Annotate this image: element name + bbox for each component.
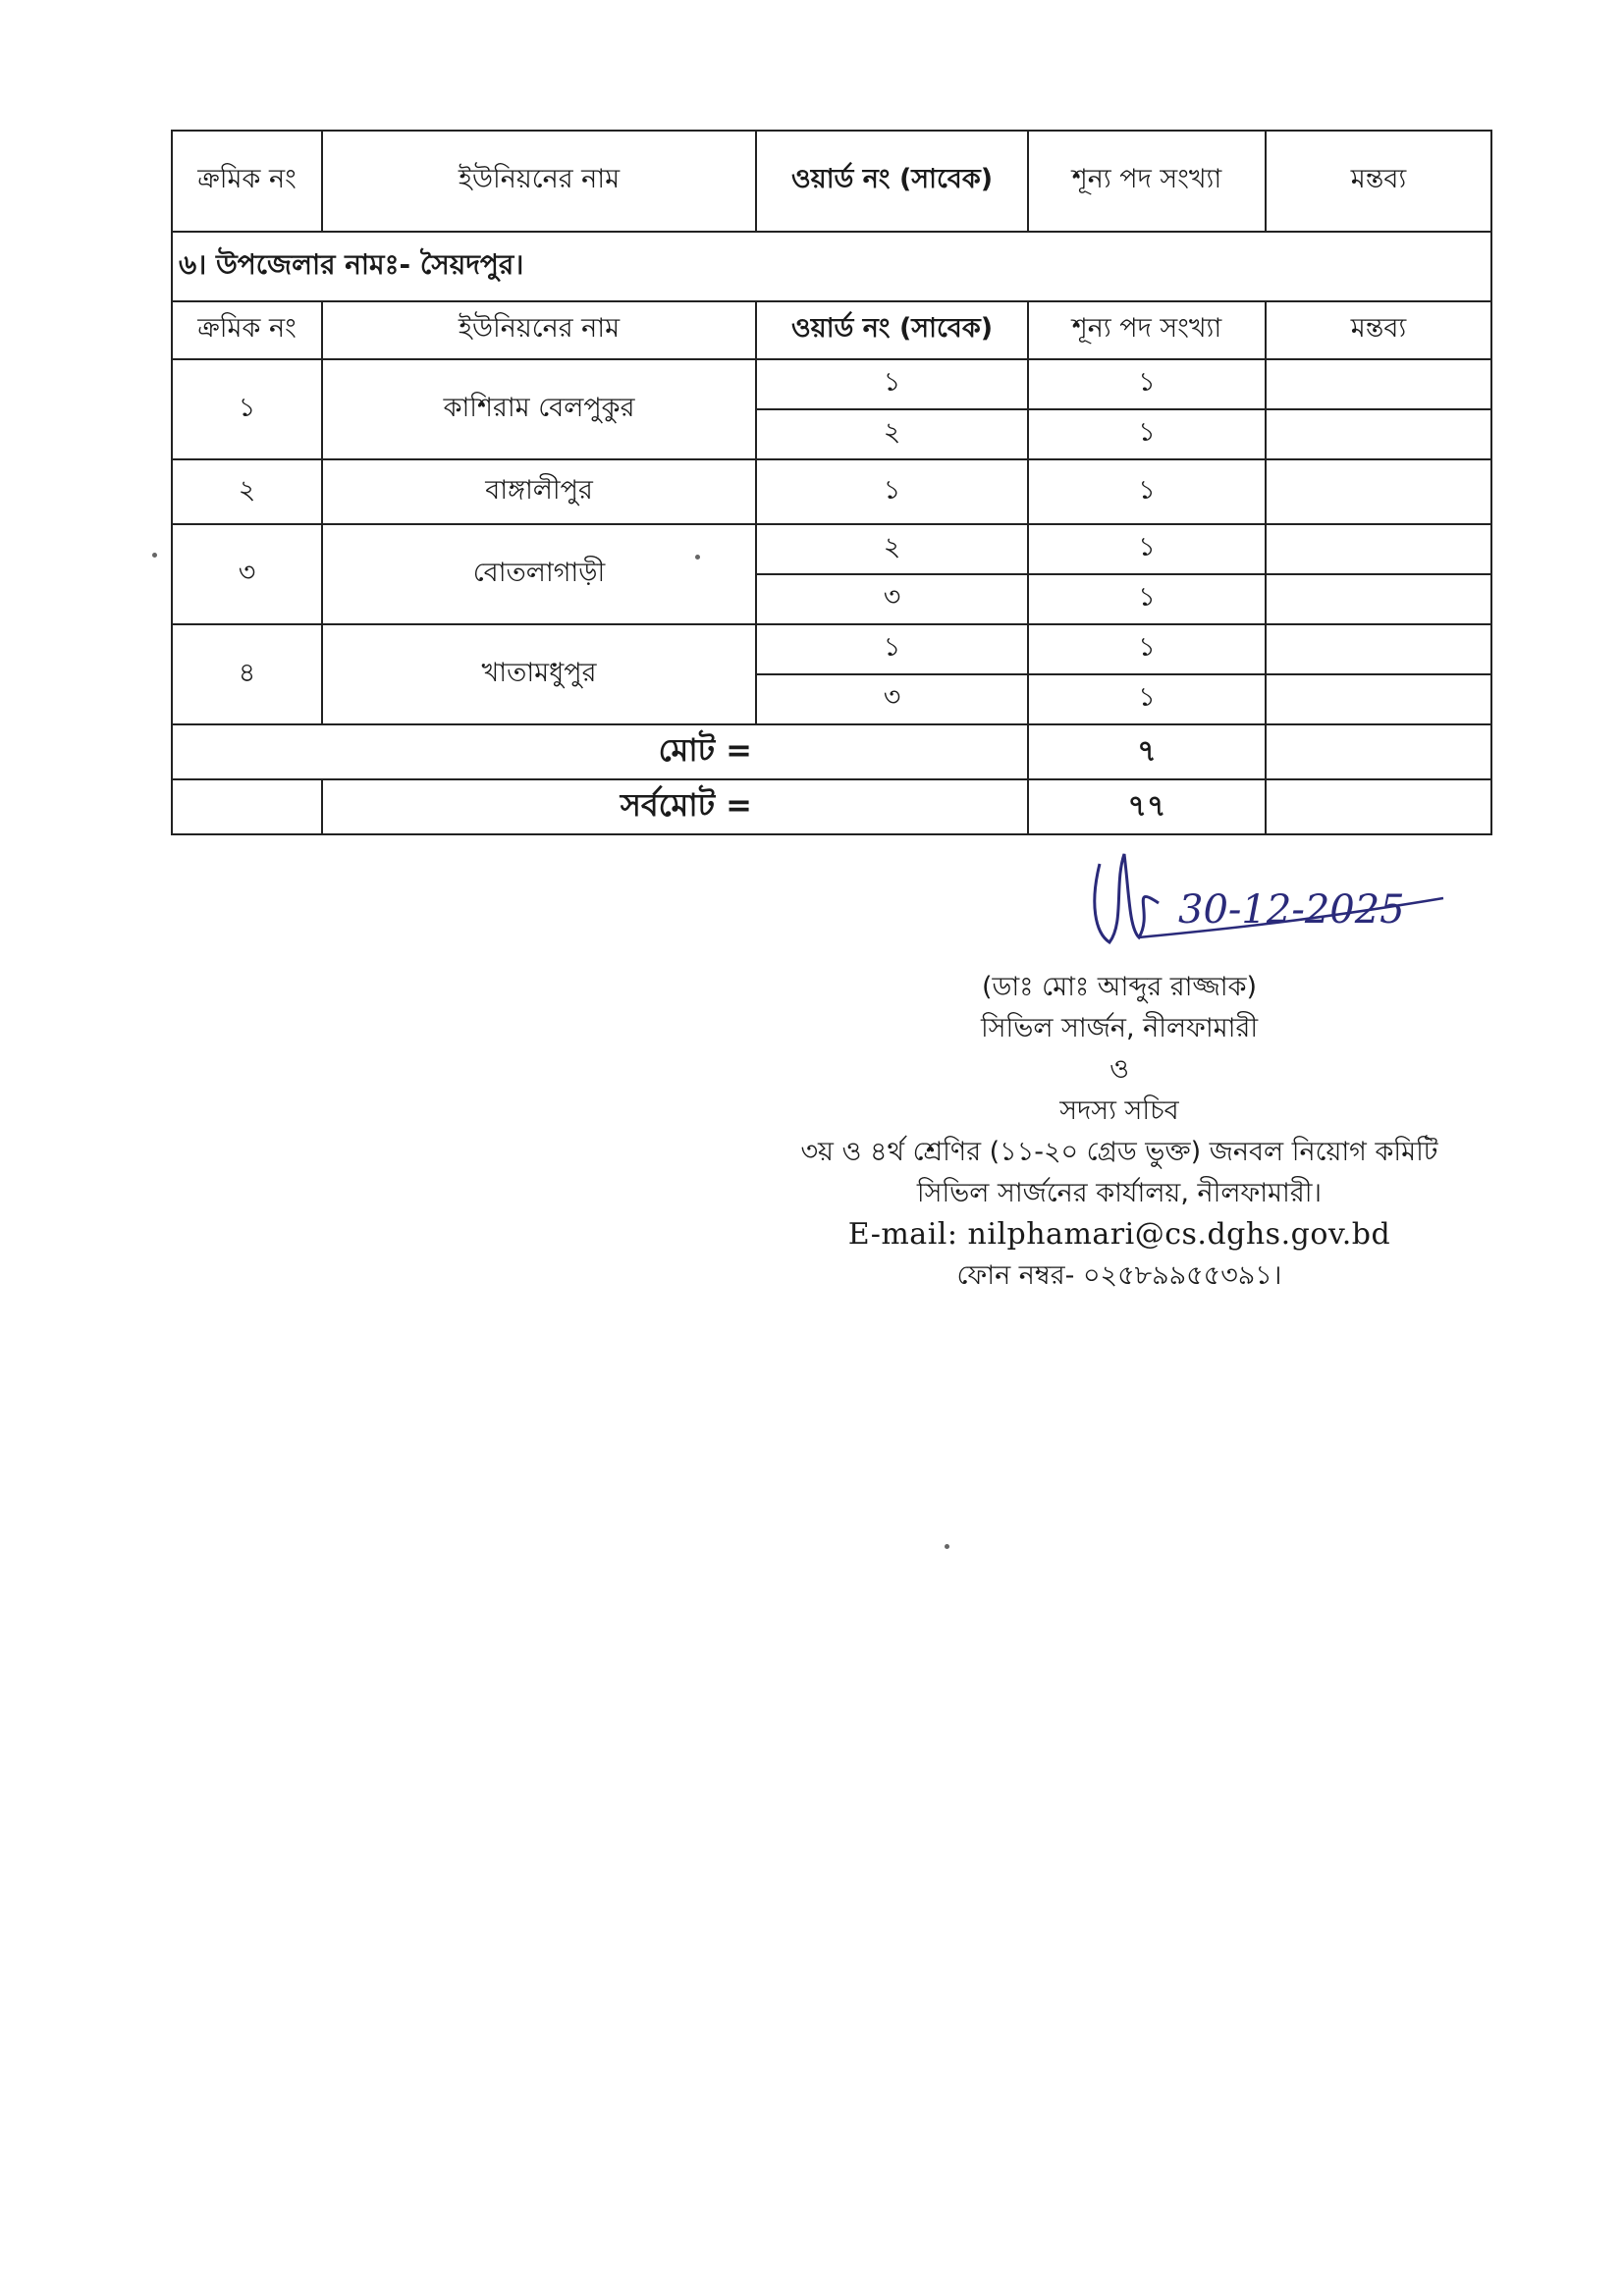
signatory-name: (ডাঃ মোঃ আব্দুর রাজ্জাক) [981, 972, 1258, 1002]
ward-cell: ২ [756, 524, 1028, 574]
table-row [172, 624, 1491, 674]
serial-cell: ১ [172, 359, 322, 459]
signatory-phone: ফোন নম্বর- ০২৫৮৯৯৫৫৩৯১। [956, 1260, 1282, 1291]
vacancy-cell: ১ [1028, 409, 1266, 459]
serial-cell: ৩ [172, 524, 322, 624]
grand-total-remarks-cell [1266, 779, 1491, 834]
header-ward: ওয়ার্ড নং (সাবেক) [756, 131, 1028, 232]
subheader-remarks: মন্তব্য [1266, 301, 1491, 359]
total-label: মোট = [172, 724, 1028, 779]
signatory-conjunction: ও [1109, 1054, 1129, 1085]
header-union: ইউনিয়নের নাম [322, 131, 756, 232]
vacancy-cell: ১ [1028, 524, 1266, 574]
scan-speck [945, 1544, 949, 1549]
subheader-serial: ক্রমিক নং [172, 301, 322, 359]
scan-speck [152, 553, 157, 558]
ward-cell: ৩ [756, 574, 1028, 624]
table-subheader-row [172, 301, 1491, 359]
total-remarks-cell [1266, 724, 1491, 779]
signature-date: 30-12-2025 [1178, 887, 1405, 933]
remarks-cell [1266, 624, 1491, 674]
signatory-committee: ৩য় ও ৪র্থ শ্রেণির (১১-২০ গ্রেড ভুক্ত) জনবল নিয়োগ কমিটি [800, 1137, 1438, 1167]
table-header-row [172, 131, 1491, 232]
ward-cell: ২ [756, 409, 1028, 459]
serial-cell: ২ [172, 459, 322, 524]
remarks-cell [1266, 409, 1491, 459]
total-row [172, 724, 1491, 779]
vacancy-table [171, 130, 1492, 835]
header-serial: ক্রমিক নং [172, 131, 322, 232]
signatory-role: সদস্য সচিব [1059, 1095, 1179, 1126]
union-cell: খাতামধুপুর [322, 624, 756, 724]
signatory-email: E-mail: nilphamari@cs.dghs.gov.bd [847, 1217, 1391, 1252]
grand-total-empty-cell [172, 779, 322, 834]
table-row [172, 524, 1491, 574]
union-cell: বোতলাগাড়ী [322, 524, 756, 624]
grand-total-row [172, 779, 1491, 834]
remarks-cell [1266, 459, 1491, 524]
header-vacancy: শূন্য পদ সংখ্যা [1028, 131, 1266, 232]
union-cell: কাশিরাম বেলপুকুর [322, 359, 756, 459]
serial-cell: ৪ [172, 624, 322, 724]
subheader-union: ইউনিয়নের নাম [322, 301, 756, 359]
scan-speck [695, 555, 700, 560]
signatory-designation: সিভিল সার্জন, নীলফামারী [980, 1013, 1259, 1043]
vacancy-cell: ১ [1028, 674, 1266, 724]
ward-cell: ১ [756, 624, 1028, 674]
signature-block [746, 967, 1492, 1297]
grand-total-label: সর্বমোট = [322, 779, 1028, 834]
union-cell: বাঙ্গালীপুর [322, 459, 756, 524]
vacancy-cell: ১ [1028, 624, 1266, 674]
upazila-row [172, 232, 1491, 301]
subheader-vacancy: শূন্য পদ সংখ্যা [1028, 301, 1266, 359]
vacancy-cell: ১ [1028, 459, 1266, 524]
ward-cell: ১ [756, 459, 1028, 524]
header-remarks: মন্তব্য [1266, 131, 1491, 232]
grand-total-value: ৭৭ [1028, 779, 1266, 834]
signatory-office: সিভিল সার্জনের কার্যালয়, নীলফামারী। [916, 1178, 1323, 1208]
table-row [172, 459, 1491, 524]
ward-cell: ৩ [756, 674, 1028, 724]
total-value: ৭ [1028, 724, 1266, 779]
remarks-cell [1266, 524, 1491, 574]
ward-cell: ১ [756, 359, 1028, 409]
subheader-ward: ওয়ার্ড নং (সাবেক) [756, 301, 1028, 359]
vacancy-cell: ১ [1028, 574, 1266, 624]
table-row [172, 359, 1491, 409]
upazila-title: ৬। উপজেলার নামঃ- সৈয়দপুর। [172, 232, 1491, 301]
remarks-cell [1266, 674, 1491, 724]
remarks-cell [1266, 574, 1491, 624]
remarks-cell [1266, 359, 1491, 409]
vacancy-cell: ১ [1028, 359, 1266, 409]
handwritten-signature [1070, 844, 1463, 962]
